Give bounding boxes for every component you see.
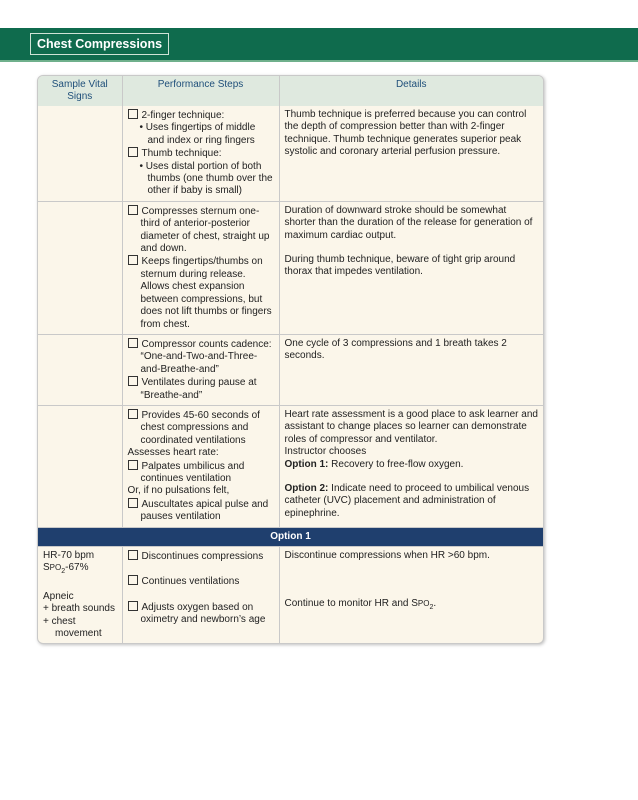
column-header-vitals: Sample Vital Signs <box>38 76 122 106</box>
table-row <box>38 106 543 201</box>
column-header-steps: Performance Steps <box>122 76 279 106</box>
vitals-cell <box>38 201 122 334</box>
checkbox[interactable] <box>128 255 138 265</box>
checkbox[interactable] <box>128 205 138 215</box>
details-cell: Heart rate assessment is a good place to ask learner and assistant to change places so learner can demonstrate roles of compressor and ventilator. Instructor chooses Option 1: Recovery to free-flow oxygen. Option 2: Indicate need to proceed to umbilical venous catheter (UVC) placement and administration of epinephrine. <box>279 405 543 527</box>
steps-cell: Compressor counts cadence: “One-and-Two-and-Three-and-Breathe-and” Ventilates during pause at “Breathe-and” <box>122 334 279 405</box>
checkbox[interactable] <box>128 338 138 348</box>
spo2-value: $SPO_2-67\%$ <box>43 562 89 576</box>
details-cell: Discontinue compressions when HR >60 bpm. Continue to monitor HR and $SPO_2$. <box>284 550 490 612</box>
table-row <box>38 334 543 405</box>
steps-cell: Discontinues compressions Continues ventilations Adjusts oxygen based on oximetry and newborn’s age <box>122 547 279 644</box>
table-row <box>38 547 543 644</box>
checkbox[interactable] <box>128 147 138 157</box>
checkbox[interactable] <box>128 409 138 419</box>
vitals-cell <box>38 405 122 527</box>
vitals-cell <box>38 334 122 405</box>
chest-compressions-table <box>37 75 544 644</box>
checkbox[interactable] <box>128 376 138 386</box>
details-cell: One cycle of 3 compressions and 1 breath takes 2 seconds. <box>279 334 543 405</box>
column-header-details: Details <box>279 76 543 106</box>
checkbox[interactable] <box>128 460 138 470</box>
option-1-header-row <box>38 527 543 546</box>
steps-cell: Provides 45-60 seconds of chest compressions and coordinated ventilations Assesses heart rate: Palpates umbilicus and continues ventilation Or, if no pulsations felt, Auscultates apical pulse and pauses ventilation <box>122 405 279 527</box>
steps-cell: 2-finger technique: • Uses fingertips of middle and index or ring fingers Thumb technique: • Uses distal portion of both thumbs (one thumb over the other if baby is small) <box>122 106 279 201</box>
checkbox[interactable] <box>128 601 138 611</box>
section-header-band <box>0 28 638 62</box>
details-cell: Thumb technique is preferred because you can control the depth of compression better than with 2-finger technique. Thumb technique generates superior peak systolic and coronary arterial perfusion pressure. <box>279 106 543 201</box>
checkbox[interactable] <box>128 498 138 508</box>
option-1-header: Option 1 <box>38 527 543 546</box>
checkbox[interactable] <box>128 109 138 119</box>
table-header-row <box>38 76 543 106</box>
section-title: Chest Compressions <box>30 33 169 55</box>
vitals-cell: HR-70 bpm $SPO_2-67\%$ Apneic + breath sounds + chest movement <box>38 547 122 644</box>
table-row <box>38 201 543 334</box>
details-cell: Duration of downward stroke should be somewhat shorter than the duration of the release for generation of maximum cardiac output. During thumb technique, beware of tight grip around thorax that impedes ventilation. <box>279 201 543 334</box>
steps-cell: Compresses sternum one-third of anterior-posterior diameter of chest, straight up and down. Keeps fingertips/thumbs on sternum during release. Allows chest expansion between compressions, but does not lift thumbs or fingers from chest. <box>122 201 279 334</box>
table-row <box>38 405 543 527</box>
vitals-cell <box>38 106 122 201</box>
checkbox[interactable] <box>128 550 138 560</box>
checkbox[interactable] <box>128 575 138 585</box>
